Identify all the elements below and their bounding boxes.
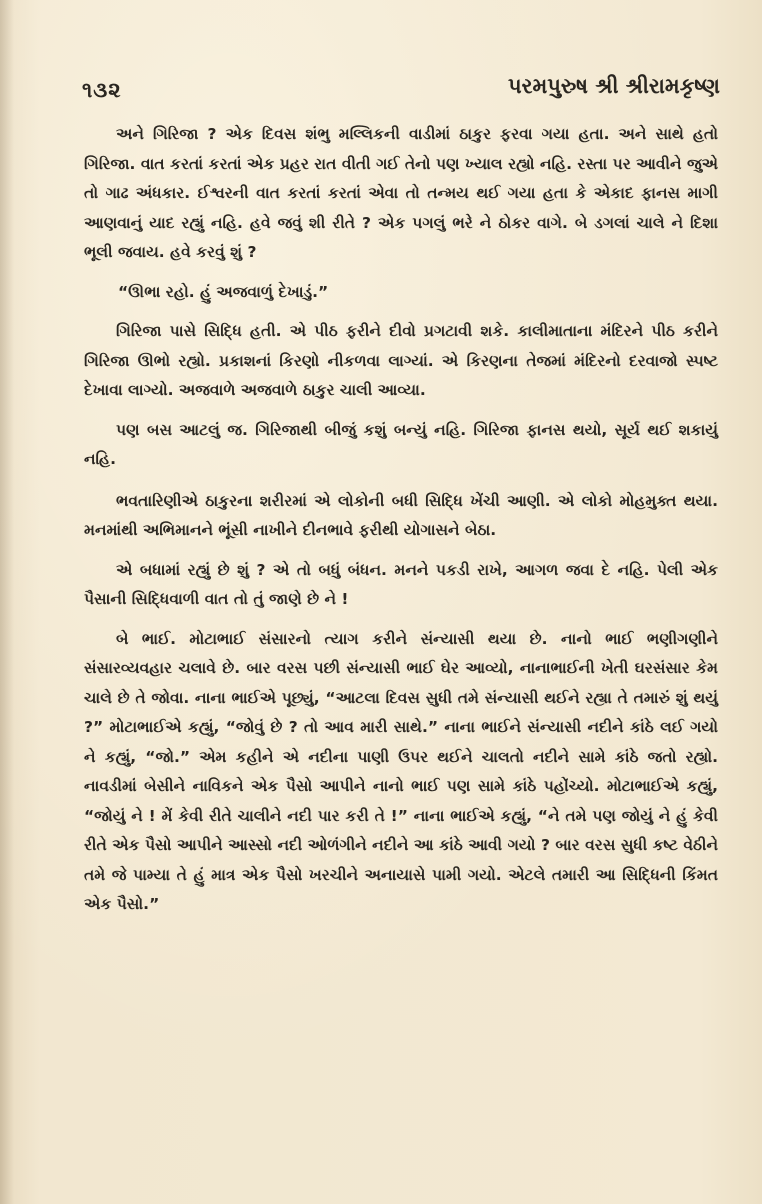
paragraph-quote: “ઊભા રહો. હું અજવાળું દેખાડું.” <box>118 282 329 301</box>
page-header <box>82 74 720 108</box>
paragraph-bondage: એ બધામાં રહ્યું છે શું ? એ તો બધું બંધન. મનને પકડી રાખે, આગળ જવા દે નહિ. પેલી એક પૈસાની સિદ્ધિવાળી વાત તો તું જાણે છે ને ! <box>84 560 718 608</box>
paragraph-lantern: પણ બસ આટલું જ. ગિરિજાથી બીજું કશું બન્યું નહિ. ગિરિજા ફાનસ થયો, સૂર્ય થઈ શકાયું નહિ. <box>84 420 718 468</box>
page-number: ૧૩૨ <box>82 78 122 102</box>
paragraph-two-brothers: બે ભાઈ. મોટાભાઈ સંસારનો ત્યાગ કરીને સંન્યાસી થયા છે. નાનો ભાઈ ભણીગણીને સંસારવ્યવહાર ચલાવે છે. બાર વરસ પછી સંન્યાસી ભાઈ ઘેર આવ્યો, નાનાભાઈની ખેતી ઘરસંસાર કેમ ચાલે છે તે જોવા. નાના ભાઈએ પૂછ્યું, “આટલા દિવસ સુધી તમે સંન્યાસી થઈને રહ્યા તે તમારું શું થયું ?” મોટાભાઈએ કહ્યું, “જોવું છે ? તો આવ મારી સાથે.” નાના ભાઈને સંન્યાસી નદીને કાંઠે લઈ ગયો ને કહ્યું, “જો.” એમ કહીને એ નદીના પાણી ઉપર થઈને ચાલતો નદીને સામે કાંઠે જતો રહ્યો. નાવડીમાં બેસીને નાવિકને એક પૈસો આપીને નાનો ભાઈ પણ સામે કાંઠે પહોંચ્યો. મોટાભાઈએ કહ્યું, “જોયું ને ! મેં કેવી રીતે ચાલીને નદી પાર કરી તે !” નાના ભાઈએ કહ્યું, “ને તમે પણ જોયું ને હું કેવી રીતે એક પૈસો આપીને આસ્સો નદી ઓળંગીને નદીને આ કાંઠે આવી ગયો ? બાર વરસ સુધી કષ્ટ વેઠીને તમે જે પામ્યા તે હું માત્ર એક પૈસો ખરચીને અનાયાસે પામી ગયો. એટલે તમારી આ સિદ્ધિની કિંમત એક પૈસો.” <box>84 629 718 913</box>
page-body <box>84 120 718 930</box>
running-title: પરમપુરુષ શ્રી શ્રીરામકૃષ્ણ <box>507 74 720 98</box>
paragraph-girija-intro: અને ગિરિજા ? એક દિવસ શંભુ મલ્લિકની વાડીમાં ઠાકુર ફરવા ગયા હતા. અને સાથે હતો ગિરિજા. વાત કરતાં કરતાં એક પ્રહર રાત વીતી ગઈ તેનો પણ ખ્યાલ રહ્યો નહિ. રસ્તા પર આવીને જુએ તો ગાઢ અંધકાર. ઈશ્વરની વાત કરતાં કરતાં એવા તો તન્મય થઈ ગયા હતા કે એકાદ ફાનસ માગી આણવાનું યાદ રહ્યું નહિ. હવે જવું શી રીતે ? એક પગલું ભરે ને ઠોકર વાગે. બે ડગલાં ચાલે ને દિશા ભૂલી જવાય. હવે કરવું શું ? <box>84 125 718 261</box>
paragraph-girija-siddhi: ગિરિજા પાસે સિદ્ધિ હતી. એ પીઠ ફરીને દીવો પ્રગટાવી શકે. કાલીમાતાના મંદિરને પીઠ કરીને ગિરિજા ઊભો રહ્યો. પ્રકાશનાં કિરણો નીકળવા લાગ્યાં. એ કિરણના તેજમાં મંદિરનો દરવાજો સ્પષ્ટ દેખાવા લાગ્યો. અજવાળે અજવાળે ઠાકુર ચાલી આવ્યા. <box>84 322 718 399</box>
spine-shadow <box>0 0 14 1204</box>
paragraph-bhavatarini: ભવતારિણીએ ઠાકુરના શરીરમાં એ લોકોની બધી સિદ્ધિ ખેંચી આણી. એ લોકો મોહમુક્ત થયા. મનમાંથી અભિમાનને ભૂંસી નાખીને દીનભાવે ફરીથી યોગાસને બેઠા. <box>84 491 718 539</box>
